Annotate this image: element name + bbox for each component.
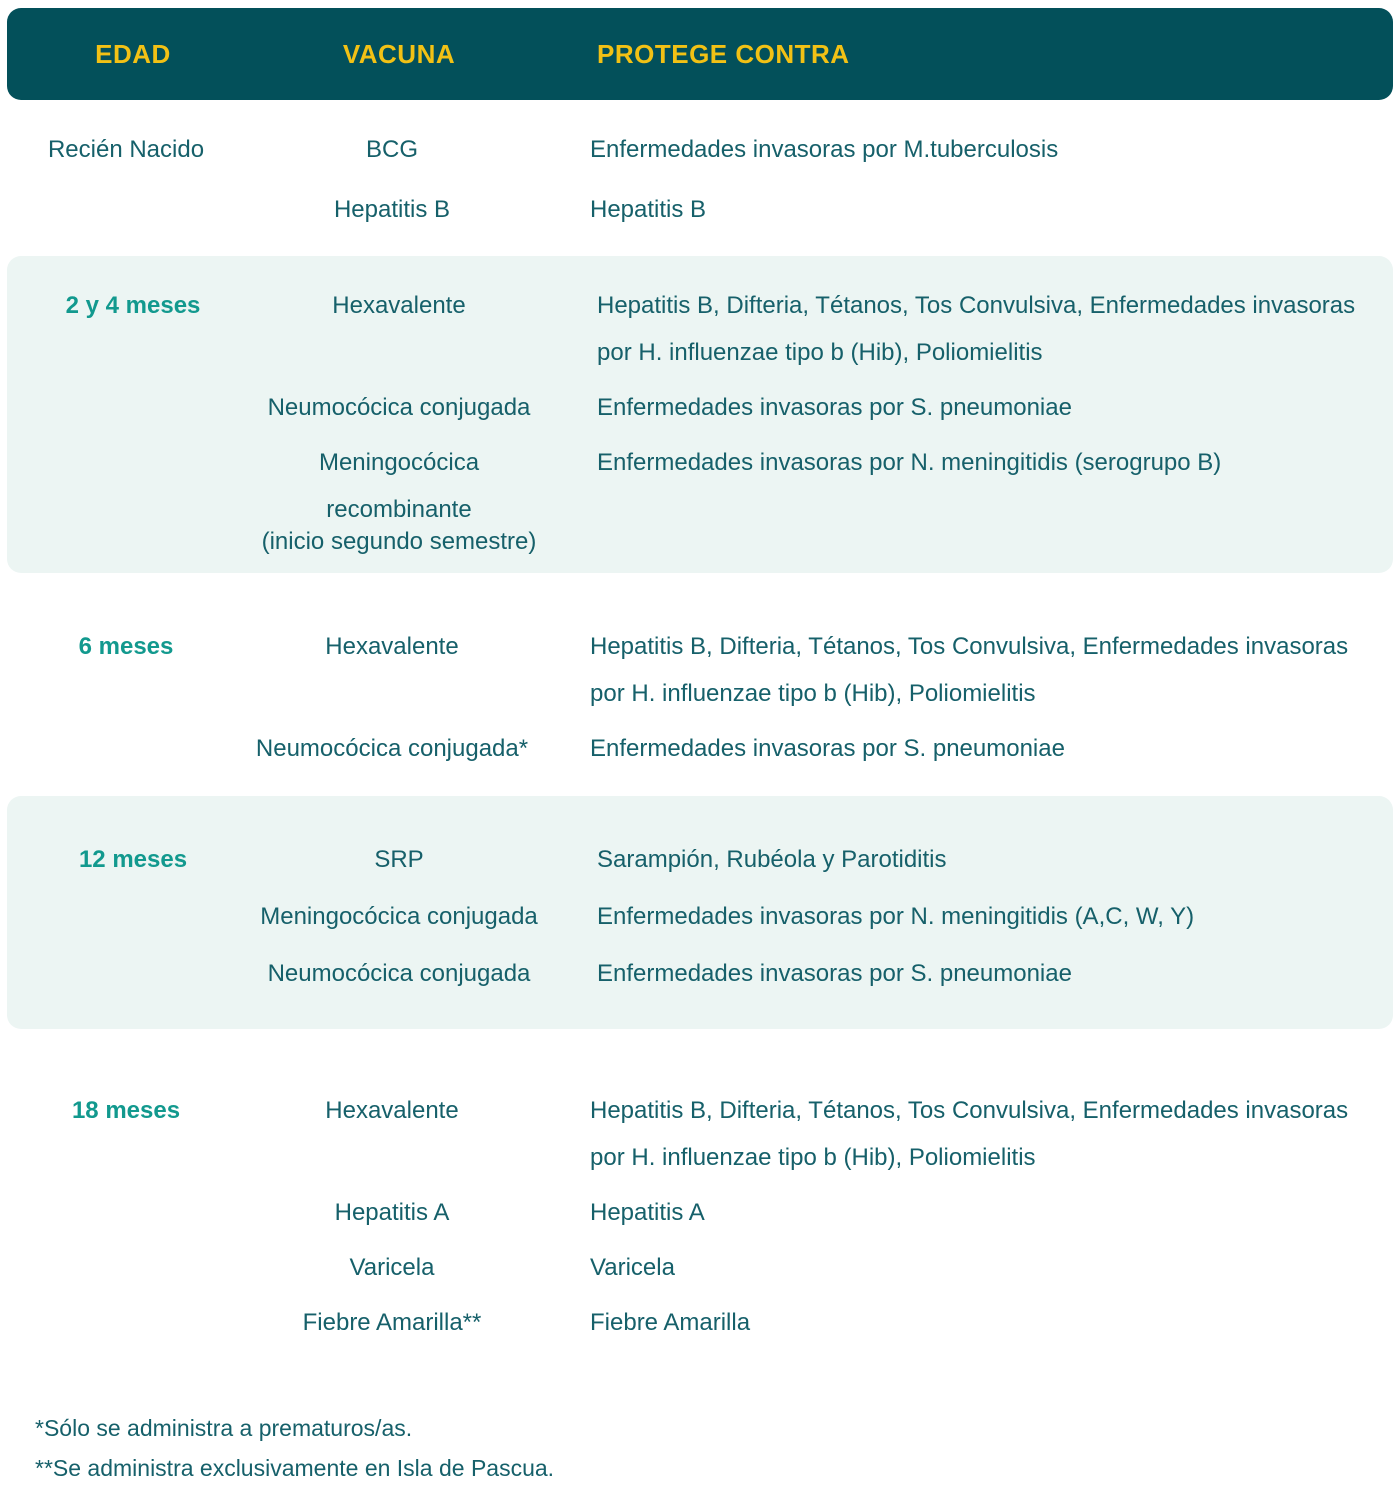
vaccine-name-note: (inicio segundo semestre) [261, 528, 537, 555]
table-row [0, 1087, 1400, 1181]
table-row [0, 1299, 1400, 1346]
vaccine-name: Meningocócica conjugada [260, 903, 538, 930]
table-row [0, 623, 1400, 717]
section-6-meses [0, 573, 1400, 796]
age-label: 2 y 4 meses [65, 292, 201, 319]
vaccine-name: Hexavalente [332, 292, 466, 319]
table-row [0, 725, 1400, 772]
column-header-vacuna: VACUNA [342, 38, 456, 69]
vaccine-name: Hexavalente [325, 1097, 459, 1124]
protects-text: Hepatitis B [590, 196, 707, 223]
table-header [7, 8, 1393, 100]
vaccine-name: SRP [374, 846, 424, 873]
vaccine-name [259, 439, 539, 557]
table-row [0, 1244, 1400, 1291]
vaccine-name-main: Meningocócica recombinante [318, 449, 480, 523]
vaccine-name: Neumocócica conjugada [267, 960, 531, 987]
section-12-meses [7, 796, 1393, 1029]
protects-text: Hepatitis B, Difteria, Tétanos, Tos Convulsiva, Enfermedades invasoras por H. influenzae tipo b (Hib), Poliomielitis [590, 1097, 1349, 1171]
table-row [0, 1189, 1400, 1236]
protects-text: Enfermedades invasoras por S. pneumoniae [590, 735, 1065, 762]
table-row [7, 282, 1393, 376]
table-row [7, 439, 1393, 557]
age-label: 18 meses [71, 1097, 181, 1124]
protects-text: Hepatitis A [590, 1199, 705, 1226]
vaccine-name: Neumocócica conjugada* [255, 735, 529, 762]
protects-text: Hepatitis B, Difteria, Tétanos, Tos Convulsiva, Enfermedades invasoras por H. influenzae tipo b (Hib), Poliomielitis [590, 633, 1349, 707]
vaccine-name: Varicela [349, 1254, 435, 1281]
vaccination-schedule-table [0, 8, 1400, 1481]
age-label: 6 meses [78, 633, 174, 660]
column-header-edad: EDAD [95, 38, 171, 69]
footnote-isla-de-pascua: **Se administra exclusivamente en Isla de Pascua. [35, 1455, 555, 1481]
table-row [7, 384, 1393, 431]
protects-text: Sarampión, Rubéola y Parotiditis [597, 846, 947, 873]
footnote-prematuros: *Sólo se administra a prematuros/as. [35, 1415, 413, 1441]
protects-text: Enfermedades invasoras por S. pneumoniae [597, 394, 1072, 421]
vaccine-name: Hepatitis A [334, 1199, 450, 1226]
age-label: 12 meses [78, 846, 188, 873]
protects-text: Hepatitis B, Difteria, Tétanos, Tos Convulsiva, Enfermedades invasoras por H. influenzae tipo b (Hib), Poliomielitis [597, 292, 1356, 366]
table-row [0, 184, 1400, 236]
vaccine-name: Hepatitis B [333, 196, 451, 223]
vaccine-name: Neumocócica conjugada [267, 394, 531, 421]
footnotes [35, 1408, 1400, 1488]
column-header-protege: PROTEGE CONTRA [597, 38, 850, 69]
table-row [7, 893, 1393, 940]
section-recien-nacido [0, 100, 1400, 256]
protects-text: Enfermedades invasoras por S. pneumoniae [597, 960, 1072, 987]
section-18-meses [0, 1029, 1400, 1366]
vaccine-name: Hexavalente [325, 633, 459, 660]
vaccine-name: BCG [365, 136, 418, 163]
protects-text: Enfermedades invasoras por M.tuberculosis [590, 136, 1059, 163]
protects-text: Fiebre Amarilla [590, 1309, 751, 1336]
table-row [0, 124, 1400, 176]
vaccine-name: Fiebre Amarilla** [302, 1309, 482, 1336]
table-row [7, 836, 1393, 883]
table-row [7, 950, 1393, 997]
protects-text: Varicela [590, 1254, 675, 1281]
age-label: Recién Nacido [47, 136, 205, 163]
protects-text: Enfermedades invasoras por N. meningitidis (serogrupo B) [597, 449, 1222, 476]
section-2-y-4-meses [7, 256, 1393, 573]
protects-text: Enfermedades invasoras por N. meningitidis (A,C, W, Y) [597, 903, 1195, 930]
